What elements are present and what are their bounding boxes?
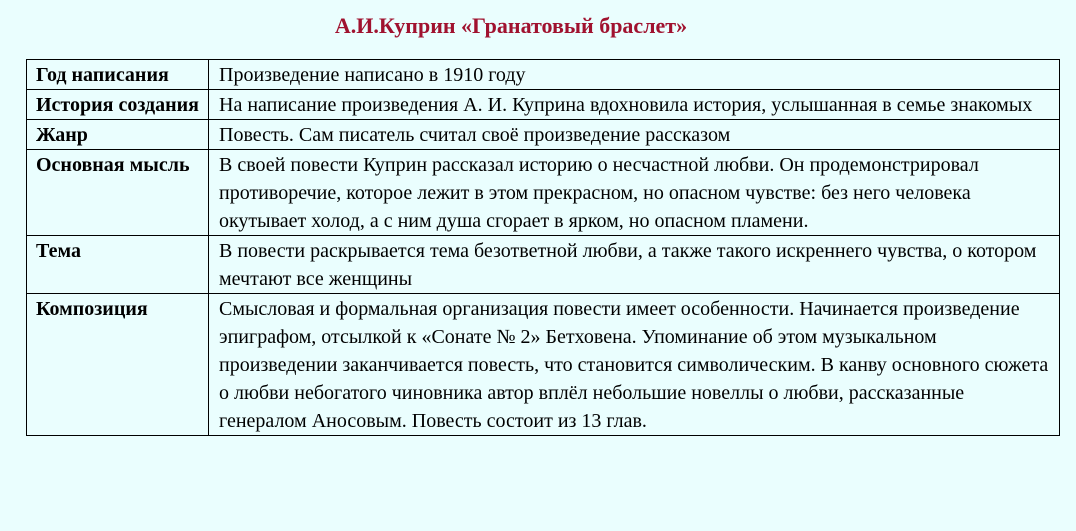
table-row-year xyxy=(27,60,1060,90)
row-value: Смысловая и формальная организация повести имеет особенности. Начинается произведение эпиграфом, отсылкой к «Сонате № 2» Бетховена. Упоминание об этом музыкальном произведении заканчивается повесть, что становится символическим. В канву основного сюжета о любви небогатого чиновника автор вплёл небольшие новеллы о любви, рассказанные генералом Аносовым. Повесть состоит из 13 глав. xyxy=(209,294,1060,436)
table-row-composition xyxy=(27,294,1060,436)
page-title: А.И.Куприн «Гранатовый браслет» xyxy=(334,13,688,38)
table-row-main-idea xyxy=(27,150,1060,236)
row-label: История создания xyxy=(27,90,209,120)
row-value: В повести раскрывается тема безответной любви, а также такого искреннего чувства, о котором мечтают все женщины xyxy=(209,236,1060,294)
row-value: В своей повести Куприн рассказал историю о несчастной любви. Он продемонстрировал противоречие, которое лежит в этом прекрасном, но опасном чувстве: без него человека окутывает холод, а с ним душа сгорает в ярком, но опасном пламени. xyxy=(209,150,1060,236)
row-label: Жанр xyxy=(27,120,209,150)
row-label: Год написания xyxy=(27,60,209,90)
row-label: Тема xyxy=(27,236,209,294)
table-row-genre xyxy=(27,120,1060,150)
row-value: Повесть. Сам писатель считал своё произведение рассказом xyxy=(209,120,1060,150)
info-table xyxy=(26,59,1060,436)
row-label: Композиция xyxy=(27,294,209,436)
table-row-history xyxy=(27,90,1060,120)
table-row-theme xyxy=(27,236,1060,294)
row-value: На написание произведения А. И. Куприна вдохновила история, услышанная в семье знакомых xyxy=(209,90,1060,120)
row-label: Основная мысль xyxy=(27,150,209,236)
row-value: Произведение написано в 1910 году xyxy=(209,60,1060,90)
